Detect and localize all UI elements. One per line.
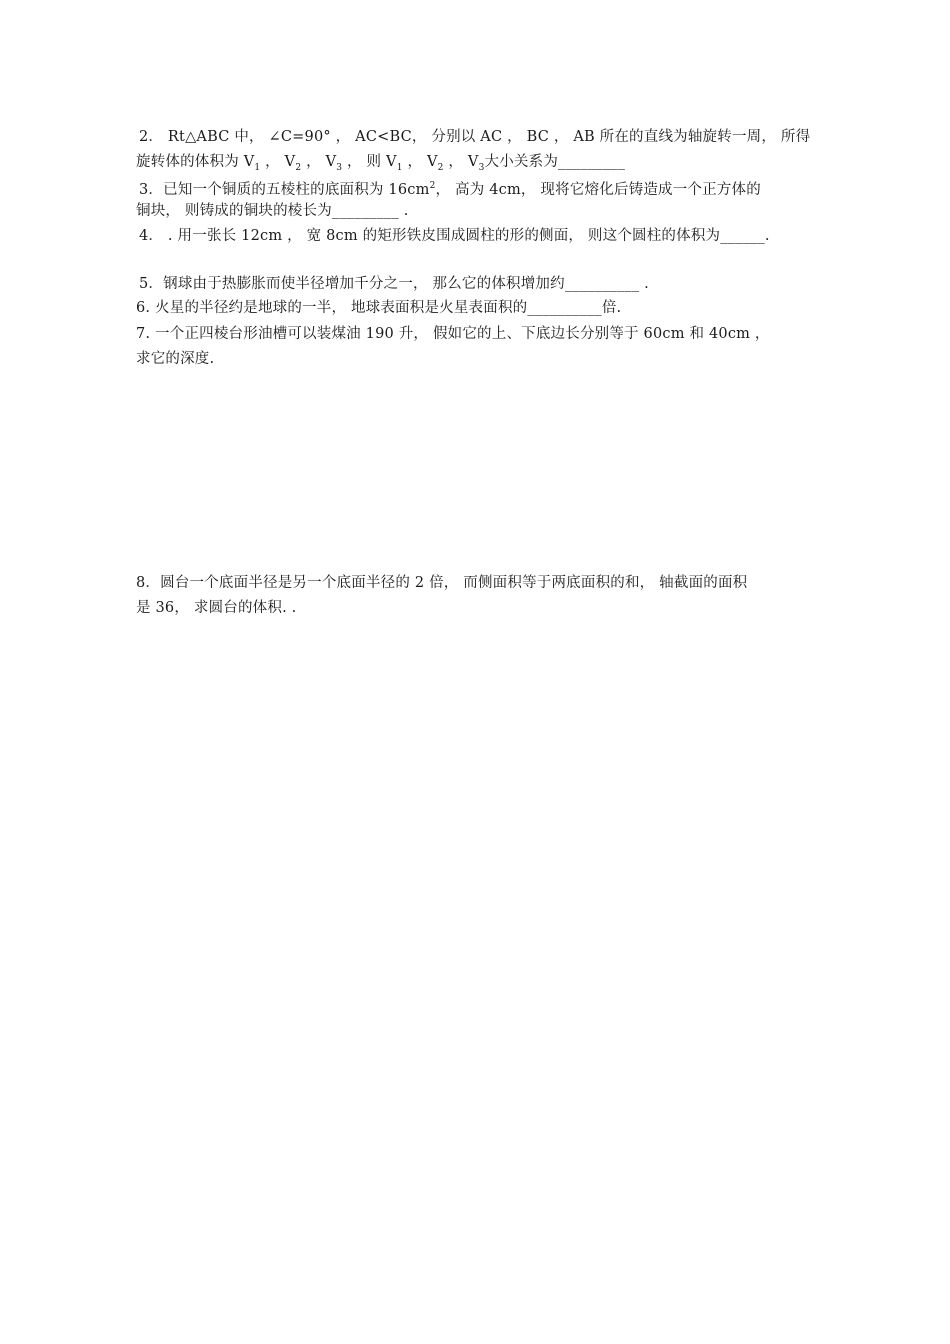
question-5-line-1: 5．钢球由于热膨胀而使半径增加千分之一， 那么它的体积增加约__________ .	[139, 276, 649, 292]
question-8-line-2: 是 36， 求圆台的体积. .	[136, 600, 297, 616]
q2-sub-5: 2	[437, 162, 444, 173]
q2-text-d: ， 则 V	[342, 154, 397, 170]
question-8-line-1: 8．圆台一个底面半径是另一个底面半径的 2 倍， 而侧面积等于两底面积的和， 轴截面的面积	[136, 575, 748, 591]
question-3-line-2: 铜块， 则铸成的铜块的棱长为_________ .	[136, 203, 409, 219]
question-4-line-1: 4． . 用一张长 12cm ， 宽 8cm 的矩形铁皮围成圆柱的形的侧面， 则这个圆柱的体积为______.	[139, 228, 770, 244]
question-3-line-1	[139, 176, 761, 200]
q2-sub-4: 1	[396, 162, 403, 173]
question-6-line-1: 6. 火星的半径约是地球的一半， 地球表面积是火星表面积的__________倍.	[136, 300, 622, 316]
q2-text-e: ， V	[402, 154, 438, 170]
question-2-line-2	[136, 152, 625, 178]
q2-text-a: 旋转体的体积为 V	[136, 154, 255, 170]
question-7-line-2: 求它的深度.	[136, 351, 215, 367]
q3-text-b: ， 高为 4cm， 现将它熔化后铸造成一个正方体的	[435, 181, 761, 198]
q3-text-a: 3．已知一个铜质的五棱柱的底面积为 16cm	[139, 181, 430, 198]
question-7-line-1: 7. 一个正四棱台形油槽可以装煤油 190 升， 假如它的上、下底边长分别等于 60cm 和 40cm ，	[136, 326, 770, 342]
q2-text-b: ， V	[260, 154, 296, 170]
q2-text-f: ， V	[443, 154, 479, 170]
q2-sub-3: 3	[336, 162, 343, 173]
q2-sub-1: 1	[254, 162, 261, 173]
q2-sub-2: 2	[295, 162, 302, 173]
q2-text-c: ， V	[301, 154, 337, 170]
q2-sub-6: 3	[478, 162, 485, 173]
q2-text-g: 大小关系为_________	[484, 154, 626, 170]
q3-sup: 2	[429, 181, 436, 191]
question-2-line-1: 2． Rt△ABC 中， ∠C=90° ， AC<BC， 分别以 AC ， BC ， AB 所在的直线为轴旋转一周， 所得	[139, 129, 811, 145]
